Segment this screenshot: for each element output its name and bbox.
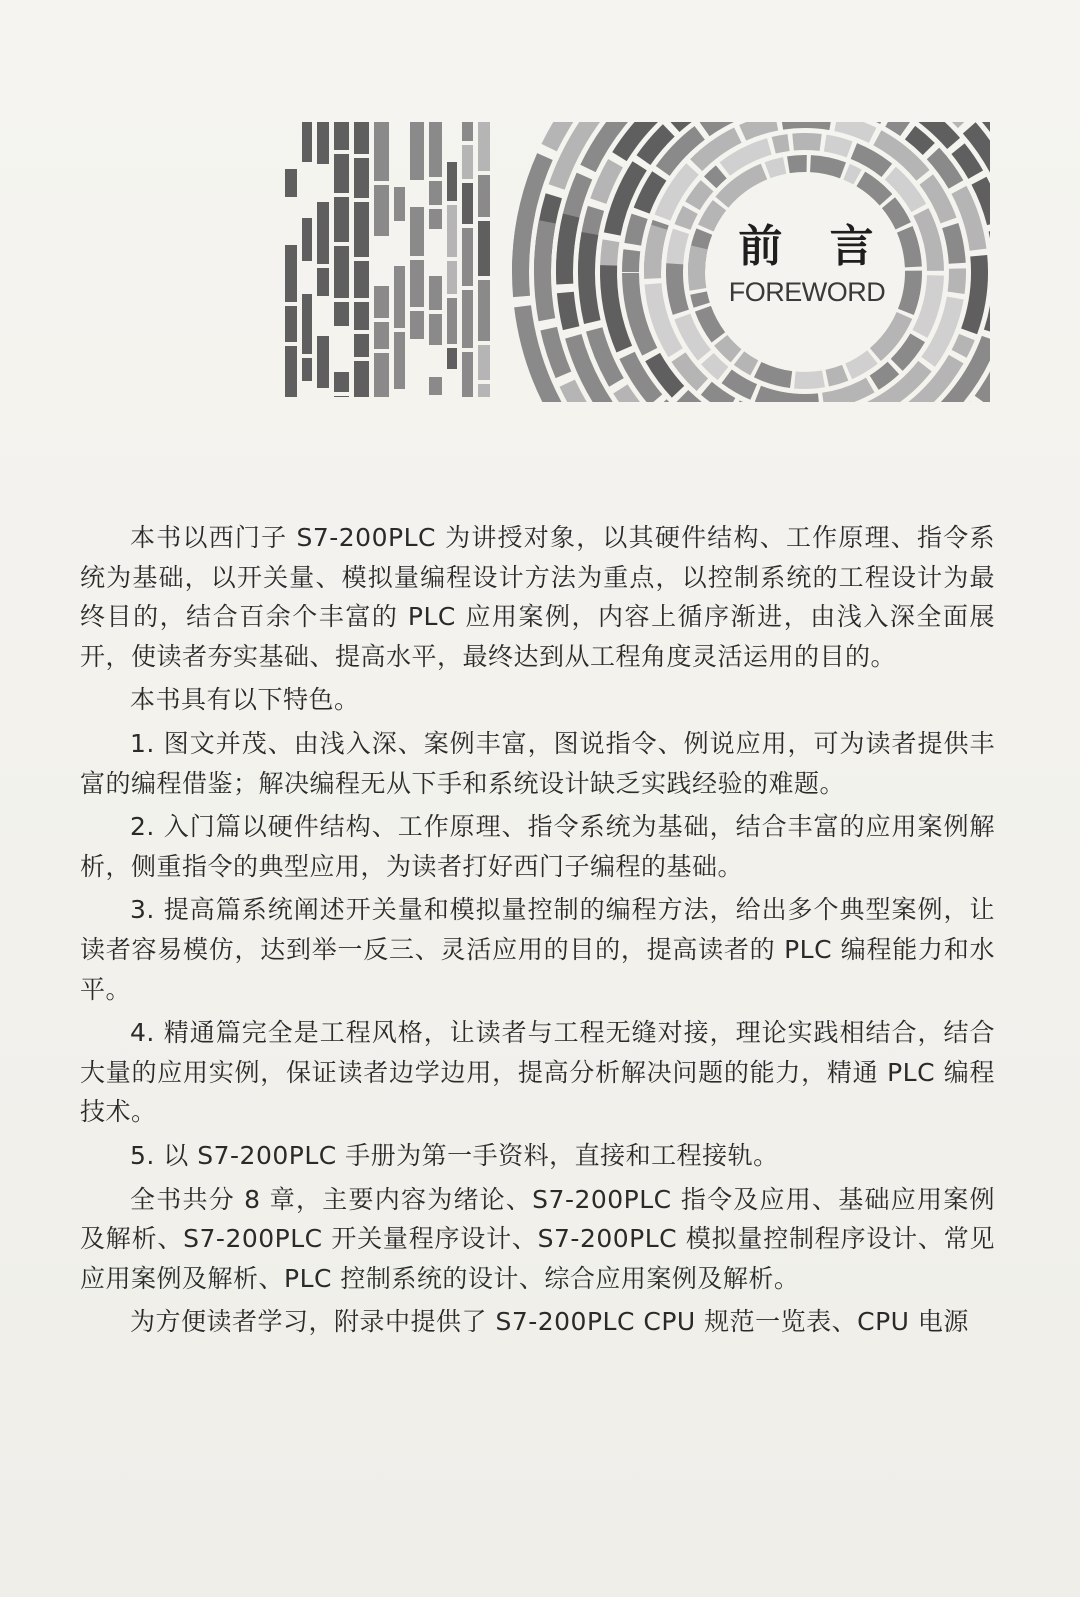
banner-bar-segment [302, 358, 312, 381]
banner-ring-segment [948, 268, 966, 294]
banner-ring-segment [578, 232, 601, 324]
banner-bar-segment [334, 302, 349, 326]
banner-bar-segment [334, 396, 349, 397]
banner-bar-segment [302, 122, 312, 162]
banner-bar-segment [410, 207, 424, 256]
banner-bar-segment [374, 322, 389, 349]
banner-ring-segment [942, 223, 966, 264]
paragraph-intro: 本书以西门子 S7-200PLC 为讲授对象，以其硬件结构、工作原理、指令系统为基础，以开关量、模拟量编程设计方法为重点，以控制系统的工程设计为最终目的，结合百余个丰富的 PLC 应用案例，内容上循序渐进，由浅入深全面展开，使读者夯实基础、提高水平，最终达到从工程角度灵活运用的目的。 [80, 523, 995, 671]
banner-ring-segment [704, 165, 727, 188]
banner-bar-segment [429, 181, 442, 205]
banner-bar-segment [429, 377, 442, 395]
banner-bar-segment [462, 290, 473, 348]
banner-ring-segment [897, 226, 922, 267]
banner-bar-segment [334, 246, 349, 298]
banner-ring-segment [734, 351, 758, 375]
banner-bar-segment [478, 280, 490, 341]
banner-bar-segment [478, 122, 490, 171]
banner-ring-segment [622, 249, 640, 272]
banner-bar-segment [334, 154, 349, 193]
paragraph-chapters: 全书共分 8 章，主要内容为绪论、S7-200PLC 指令及应用、基础应用案例及解析、S7-200PLC 开关量程序设计、S7-200PLC 模拟量控制程序设计、常见应用案例及解析、PLC 控制系统的设计、综合应用案例及解析。 [80, 1184, 995, 1293]
banner-ring-segment [787, 155, 807, 173]
banner-bar-segment [302, 294, 312, 354]
banner-ring-segment [898, 271, 922, 315]
banner-bar-segment [478, 345, 490, 380]
banner-bar-segment [410, 311, 424, 339]
banner-bar-segment [447, 261, 457, 294]
banner-bar-segment [447, 205, 457, 257]
banner-bar-segment [302, 218, 312, 261]
banner-bar-segment [394, 187, 405, 221]
banner-bar-segment [374, 185, 389, 236]
banner-bar-segment [354, 122, 369, 154]
banner-bar-segment [394, 266, 405, 328]
banner-ring-segment [666, 263, 689, 315]
banner-bar-segment [354, 361, 369, 397]
heading-chinese: 前 言 [738, 221, 890, 272]
banner-bar-segment [285, 346, 297, 397]
banner-ring-segment [688, 245, 708, 290]
banner-bar-segment [462, 228, 473, 286]
banner-bar-segment [429, 209, 442, 229]
paragraph-appendix: 为方便读者学习，附录中提供了 S7-200PLC CPU 规范一览表、CPU 电源 [130, 1307, 969, 1337]
banner-ring-segment [772, 134, 790, 153]
banner-bar-segment [285, 245, 297, 302]
banner-ring-segment [754, 362, 792, 388]
foreword-heading [722, 218, 892, 308]
banner-bar-segment [285, 169, 297, 197]
banner-bar-segment [478, 221, 490, 276]
banner-bar-segment [447, 162, 457, 201]
banner-ring-segment [952, 334, 975, 358]
banner-bar-segment [285, 306, 297, 342]
banner-ring-segment [512, 211, 535, 298]
banner-bar-segment [447, 348, 457, 369]
banner-ring-segment [824, 135, 853, 158]
banner-bar-segment [429, 122, 442, 177]
paragraph-feature-4: 4. 精通篇完全是工程风格，让读者与工程无缝对接，理论实践相结合，结合大量的应用实例，保证读者边学边用，提高分析解决问题的能力，精通 PLC 编程技术。 [80, 1018, 995, 1127]
banner-bar-segment [334, 122, 349, 150]
heading-english: FOREWORD [728, 277, 886, 307]
banner-ring-segment [690, 291, 710, 307]
paragraph-feature-1: 1. 图文并茂、由浅入深、案例丰富，图说指令、例说应用，可为读者提供丰富的编程借鉴；解决编程无从下手和系统设计缺乏实践经验的难题。 [80, 728, 995, 798]
banner-bar-segment [462, 183, 473, 224]
banner-bar-segment [410, 260, 424, 307]
banner-bar-segment [374, 286, 389, 318]
banner-ring-segment [961, 255, 988, 334]
paragraph-feature-5: 5. 以 S7-200PLC 手册为第一手资料，直接和工程接轨。 [130, 1140, 779, 1170]
banner-ring-segment [765, 157, 787, 178]
banner-bar-segment [462, 145, 473, 179]
banner-bar-segment [334, 372, 349, 392]
banner-bar-segment [317, 122, 329, 164]
banner-ring-segment [557, 292, 580, 330]
banner-ring-segment [989, 228, 990, 275]
banner-ring-segment [843, 164, 861, 185]
banner-ring-segment [624, 214, 647, 246]
banner-bar-segment [478, 384, 490, 397]
banner-bar-segment [447, 298, 457, 344]
paragraph-features-lead: 本书具有以下特色。 [130, 685, 360, 715]
banner-bar-segment [374, 353, 389, 397]
banner-bar-segment [354, 202, 369, 257]
banner-ring-segment [675, 206, 698, 230]
banner-bar-segment [354, 261, 369, 298]
banner-ring-segment [644, 225, 667, 279]
banner-ring-segment [810, 155, 846, 178]
banner-ring-segment [794, 371, 825, 389]
banner-bar-segment [462, 352, 473, 397]
banner-bar-segment [429, 314, 442, 345]
banner-vertical-bars [285, 122, 490, 397]
banner-bar-segment [429, 276, 442, 310]
banner-bar-segment [410, 122, 424, 180]
paragraph-feature-2: 2. 入门篇以硬件结构、工作原理、指令系统为基础，结合丰富的应用案例解析，侧重指令的典型应用，为读者打好西门子编程的基础。 [80, 812, 995, 881]
banner-bar-segment [462, 122, 473, 141]
banner-bar-segment [374, 122, 389, 181]
banner-bar-segment [478, 175, 490, 217]
banner-bar-segment [317, 202, 329, 264]
banner-bar-segment [354, 302, 369, 330]
banner-ring-segment [676, 390, 704, 402]
banner-bar-segment [354, 334, 369, 357]
banner-bar-segment [334, 197, 349, 242]
banner-ring-segment [825, 365, 848, 387]
banner-ring-segment [792, 133, 821, 151]
banner-bar-segment [354, 158, 369, 198]
banner-bar-segment [317, 336, 329, 388]
paragraph-feature-3: 3. 提高篇系统阐述开关量和模拟量控制的编程方法，给出多个典型案例，让读者容易模仿，达到举一反三、灵活应用的目的，提高读者的 PLC 编程能力和水平。 [80, 895, 995, 1004]
banner-ring-segment [556, 214, 579, 285]
banner-bar-segment [394, 332, 405, 389]
foreword-body [80, 518, 995, 1346]
banner-ring-segment [781, 122, 833, 130]
banner-ring-segment [885, 122, 910, 136]
banner-bar-segment [317, 268, 329, 296]
banner-ring-segment [534, 220, 556, 321]
